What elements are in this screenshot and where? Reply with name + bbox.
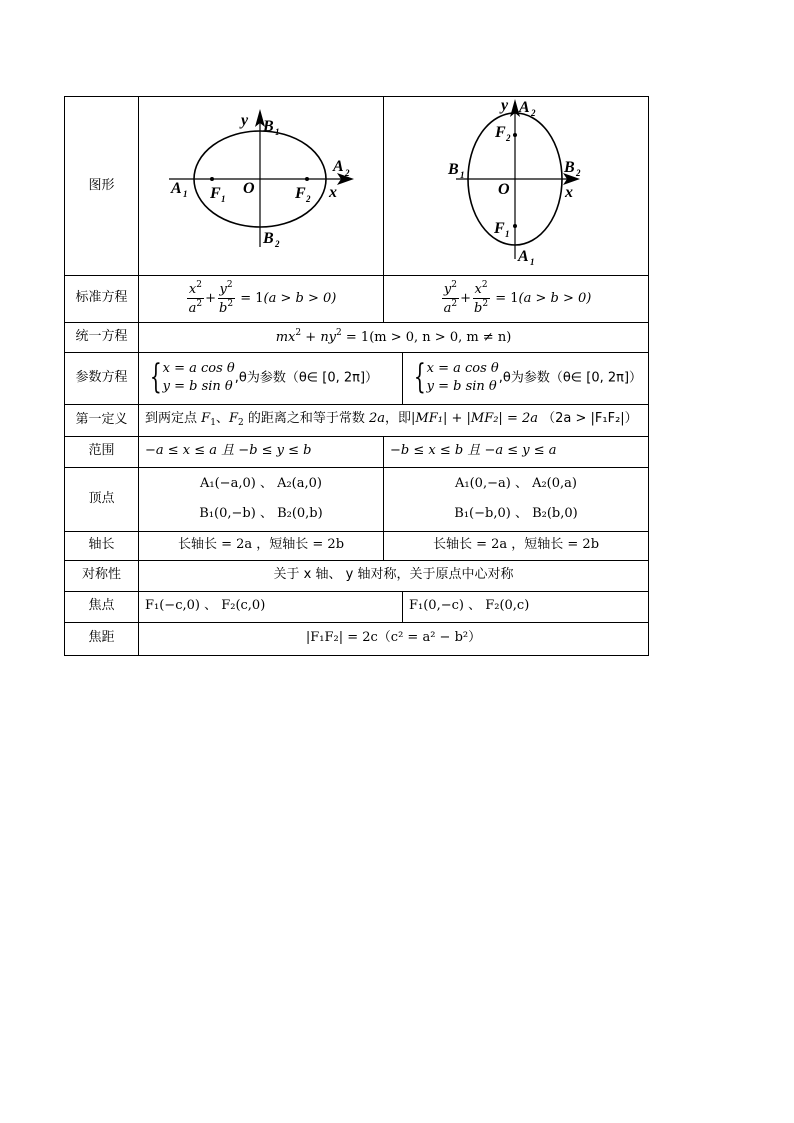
label-B2-r: B xyxy=(564,159,575,176)
axis-length-vertical: 长轴长 = 2a ，短轴长 = 2b xyxy=(384,531,649,560)
axis-length-horizontal: 长轴长 = 2a ，短轴长 = 2b xyxy=(139,531,384,560)
sub-B1-r: 1 xyxy=(460,170,465,180)
sub-A1-r: 1 xyxy=(530,257,535,267)
label-F2-r: F xyxy=(495,124,506,141)
label-x-axis-r: x xyxy=(565,184,573,201)
symmetry-text: 关于 x 轴、 y 轴对称，关于原点中心对称 xyxy=(139,560,649,591)
range-vertical: −b ≤ x ≤ b 且 −a ≤ y ≤ a xyxy=(384,436,649,467)
foci-vertical: F₁(0,−c) 、 F₂(0,c) xyxy=(403,591,649,622)
sep: 、 xyxy=(215,411,229,427)
condition: (a > b > 0) xyxy=(518,291,592,307)
row-symmetry xyxy=(65,560,649,591)
label-A1: A xyxy=(171,180,182,197)
row-first-definition xyxy=(65,404,649,436)
label-range: 范围 xyxy=(65,436,139,467)
vertices-A: A₁(0,−a) 、 A₂(0,a) xyxy=(455,476,577,492)
label-B1: B xyxy=(263,118,274,135)
def-F2: F xyxy=(228,411,238,427)
sq: 2 xyxy=(482,298,489,309)
term-mx: mx xyxy=(275,329,296,345)
term-ny: ny xyxy=(320,329,337,345)
plus: + xyxy=(305,329,317,345)
fraction-x-over-b xyxy=(472,281,490,316)
label-x-axis: x xyxy=(329,184,337,201)
horizontal-ellipse-figure xyxy=(139,97,383,269)
label-y-axis: y xyxy=(241,112,249,129)
foci-horizontal: F₁(−c,0) 、 F₂(c,0) xyxy=(139,591,403,622)
ellipse-properties-table xyxy=(64,96,649,656)
parametric-brace: { x = a cos θ y = b sin θ xyxy=(413,357,499,398)
label-A1-r: A xyxy=(518,248,529,265)
label-first-definition: 第一定义 xyxy=(65,404,139,436)
label-F2: F xyxy=(295,185,306,202)
label-foci: 焦点 xyxy=(65,591,139,622)
row-focal-distance xyxy=(65,622,649,655)
row-vertices xyxy=(65,467,649,531)
label-B1-r: B xyxy=(448,161,459,178)
sub-F1-r: 1 xyxy=(505,229,510,239)
sub-A2-r: 2 xyxy=(531,108,536,118)
def-cond: （2a > |F₁F₂|） xyxy=(542,411,638,427)
label-F1: F xyxy=(210,185,221,202)
parametric-brace: { x = a cos θ y = b sin θ xyxy=(149,357,235,398)
label-B2: B xyxy=(263,230,274,247)
sub-B2: 2 xyxy=(275,239,280,249)
range-horizontal: −a ≤ x ≤ a 且 −b ≤ y ≤ b xyxy=(139,436,384,467)
sub1: 1 xyxy=(210,418,216,429)
fraction-y-over-b xyxy=(217,281,235,316)
label-vertices: 顶点 xyxy=(65,467,139,531)
sq: 2 xyxy=(295,327,302,338)
row-range xyxy=(65,436,649,467)
sq: 2 xyxy=(226,280,233,291)
param-line2: y = b sin θ xyxy=(162,379,233,395)
sq: 2 xyxy=(196,298,203,309)
figure-vertical-ellipse-cell xyxy=(384,97,649,276)
den-a: a xyxy=(188,300,197,316)
label-axis-length: 轴长 xyxy=(65,531,139,560)
row-parametric-equation xyxy=(65,352,649,404)
den-b: b xyxy=(219,300,228,316)
sub-A1: 1 xyxy=(183,189,188,199)
focal-distance-text: |F₁F₂| = 2c（c² = a² − b²） xyxy=(139,622,649,655)
vertical-ellipse-figure xyxy=(384,97,648,269)
label-focal-distance: 焦距 xyxy=(65,622,139,655)
sub-F1: 1 xyxy=(221,194,226,204)
num-y: y xyxy=(443,282,452,298)
unified-equation xyxy=(139,322,649,352)
row-foci xyxy=(65,591,649,622)
fraction-y-over-a xyxy=(442,281,460,316)
label-unified-equation: 统一方程 xyxy=(65,322,139,352)
unified-rest: = 1(m > 0, n > 0, m ≠ n) xyxy=(341,329,512,345)
param-note: ,θ为参数（θ∈ [0, 2π]） xyxy=(498,370,643,386)
vertices-A: A₁(−a,0) 、 A₂(a,0) xyxy=(200,476,322,492)
den-b: b xyxy=(474,300,483,316)
row-standard-equation xyxy=(65,275,649,322)
sq: 2 xyxy=(451,280,457,291)
equals-one: = 1 xyxy=(495,291,519,307)
sq: 2 xyxy=(227,298,234,309)
label-shape: 图形 xyxy=(65,97,139,276)
label-origin: O xyxy=(243,180,255,197)
param-note: ,θ为参数（θ∈ [0, 2π]） xyxy=(234,370,379,386)
standard-equation-vertical xyxy=(384,275,649,322)
figure-horizontal-ellipse-cell xyxy=(139,97,384,276)
vertices-B: B₁(−b,0) 、 B₂(b,0) xyxy=(454,506,578,522)
sq: 2 xyxy=(336,327,342,338)
def-expr: |MF₁| + |MF₂| = 2a xyxy=(411,411,538,427)
sq: 2 xyxy=(196,280,202,291)
label-A2-r: A xyxy=(519,99,530,116)
def-const: 2a xyxy=(369,411,386,427)
sub2: 2 xyxy=(237,418,244,429)
sub-F2-r: 2 xyxy=(506,133,511,143)
row-unified-equation xyxy=(65,322,649,352)
sub-B1: 1 xyxy=(275,127,280,137)
label-standard-equation: 标准方程 xyxy=(65,275,139,322)
label-y-axis-r: y xyxy=(501,97,509,114)
label-parametric-equation: 参数方程 xyxy=(65,352,139,404)
param-line2: y = b sin θ xyxy=(426,379,497,395)
def-text3: ，即 xyxy=(385,411,412,427)
condition: (a > b > 0) xyxy=(263,291,337,307)
sub-A2: 2 xyxy=(345,168,350,178)
def-text1: 到两定点 xyxy=(145,411,198,427)
row-shape xyxy=(65,97,649,276)
row-axis-length xyxy=(65,531,649,560)
parametric-equation-vertical xyxy=(403,352,649,404)
param-line1: x = a cos θ xyxy=(162,361,235,377)
parametric-equation-horizontal xyxy=(139,352,403,404)
vertices-horizontal xyxy=(139,467,384,531)
param-line1: x = a cos θ xyxy=(426,361,499,377)
sub-B2-r: 2 xyxy=(576,168,581,178)
plus: + xyxy=(460,291,472,307)
first-definition-text xyxy=(139,404,649,436)
label-origin-r: O xyxy=(498,181,510,198)
label-symmetry: 对称性 xyxy=(65,560,139,591)
num-x: x xyxy=(188,282,197,298)
standard-equation-horizontal xyxy=(139,275,384,322)
vertices-vertical xyxy=(384,467,649,531)
label-F1-r: F xyxy=(494,220,505,237)
num-y: y xyxy=(219,282,227,298)
label-A2: A xyxy=(333,158,344,175)
fraction-x-over-a xyxy=(187,281,205,316)
def-F1: F xyxy=(201,411,211,427)
sq: 2 xyxy=(481,280,488,291)
def-text2: 的距离之和等于常数 xyxy=(247,411,365,427)
equals-one: = 1 xyxy=(240,291,264,307)
sub-F2: 2 xyxy=(306,194,311,204)
den-a: a xyxy=(443,300,452,316)
num-x: x xyxy=(474,282,482,298)
plus: + xyxy=(205,291,217,307)
sq: 2 xyxy=(451,298,458,309)
vertices-B: B₁(0,−b) 、 B₂(0,b) xyxy=(199,506,323,522)
